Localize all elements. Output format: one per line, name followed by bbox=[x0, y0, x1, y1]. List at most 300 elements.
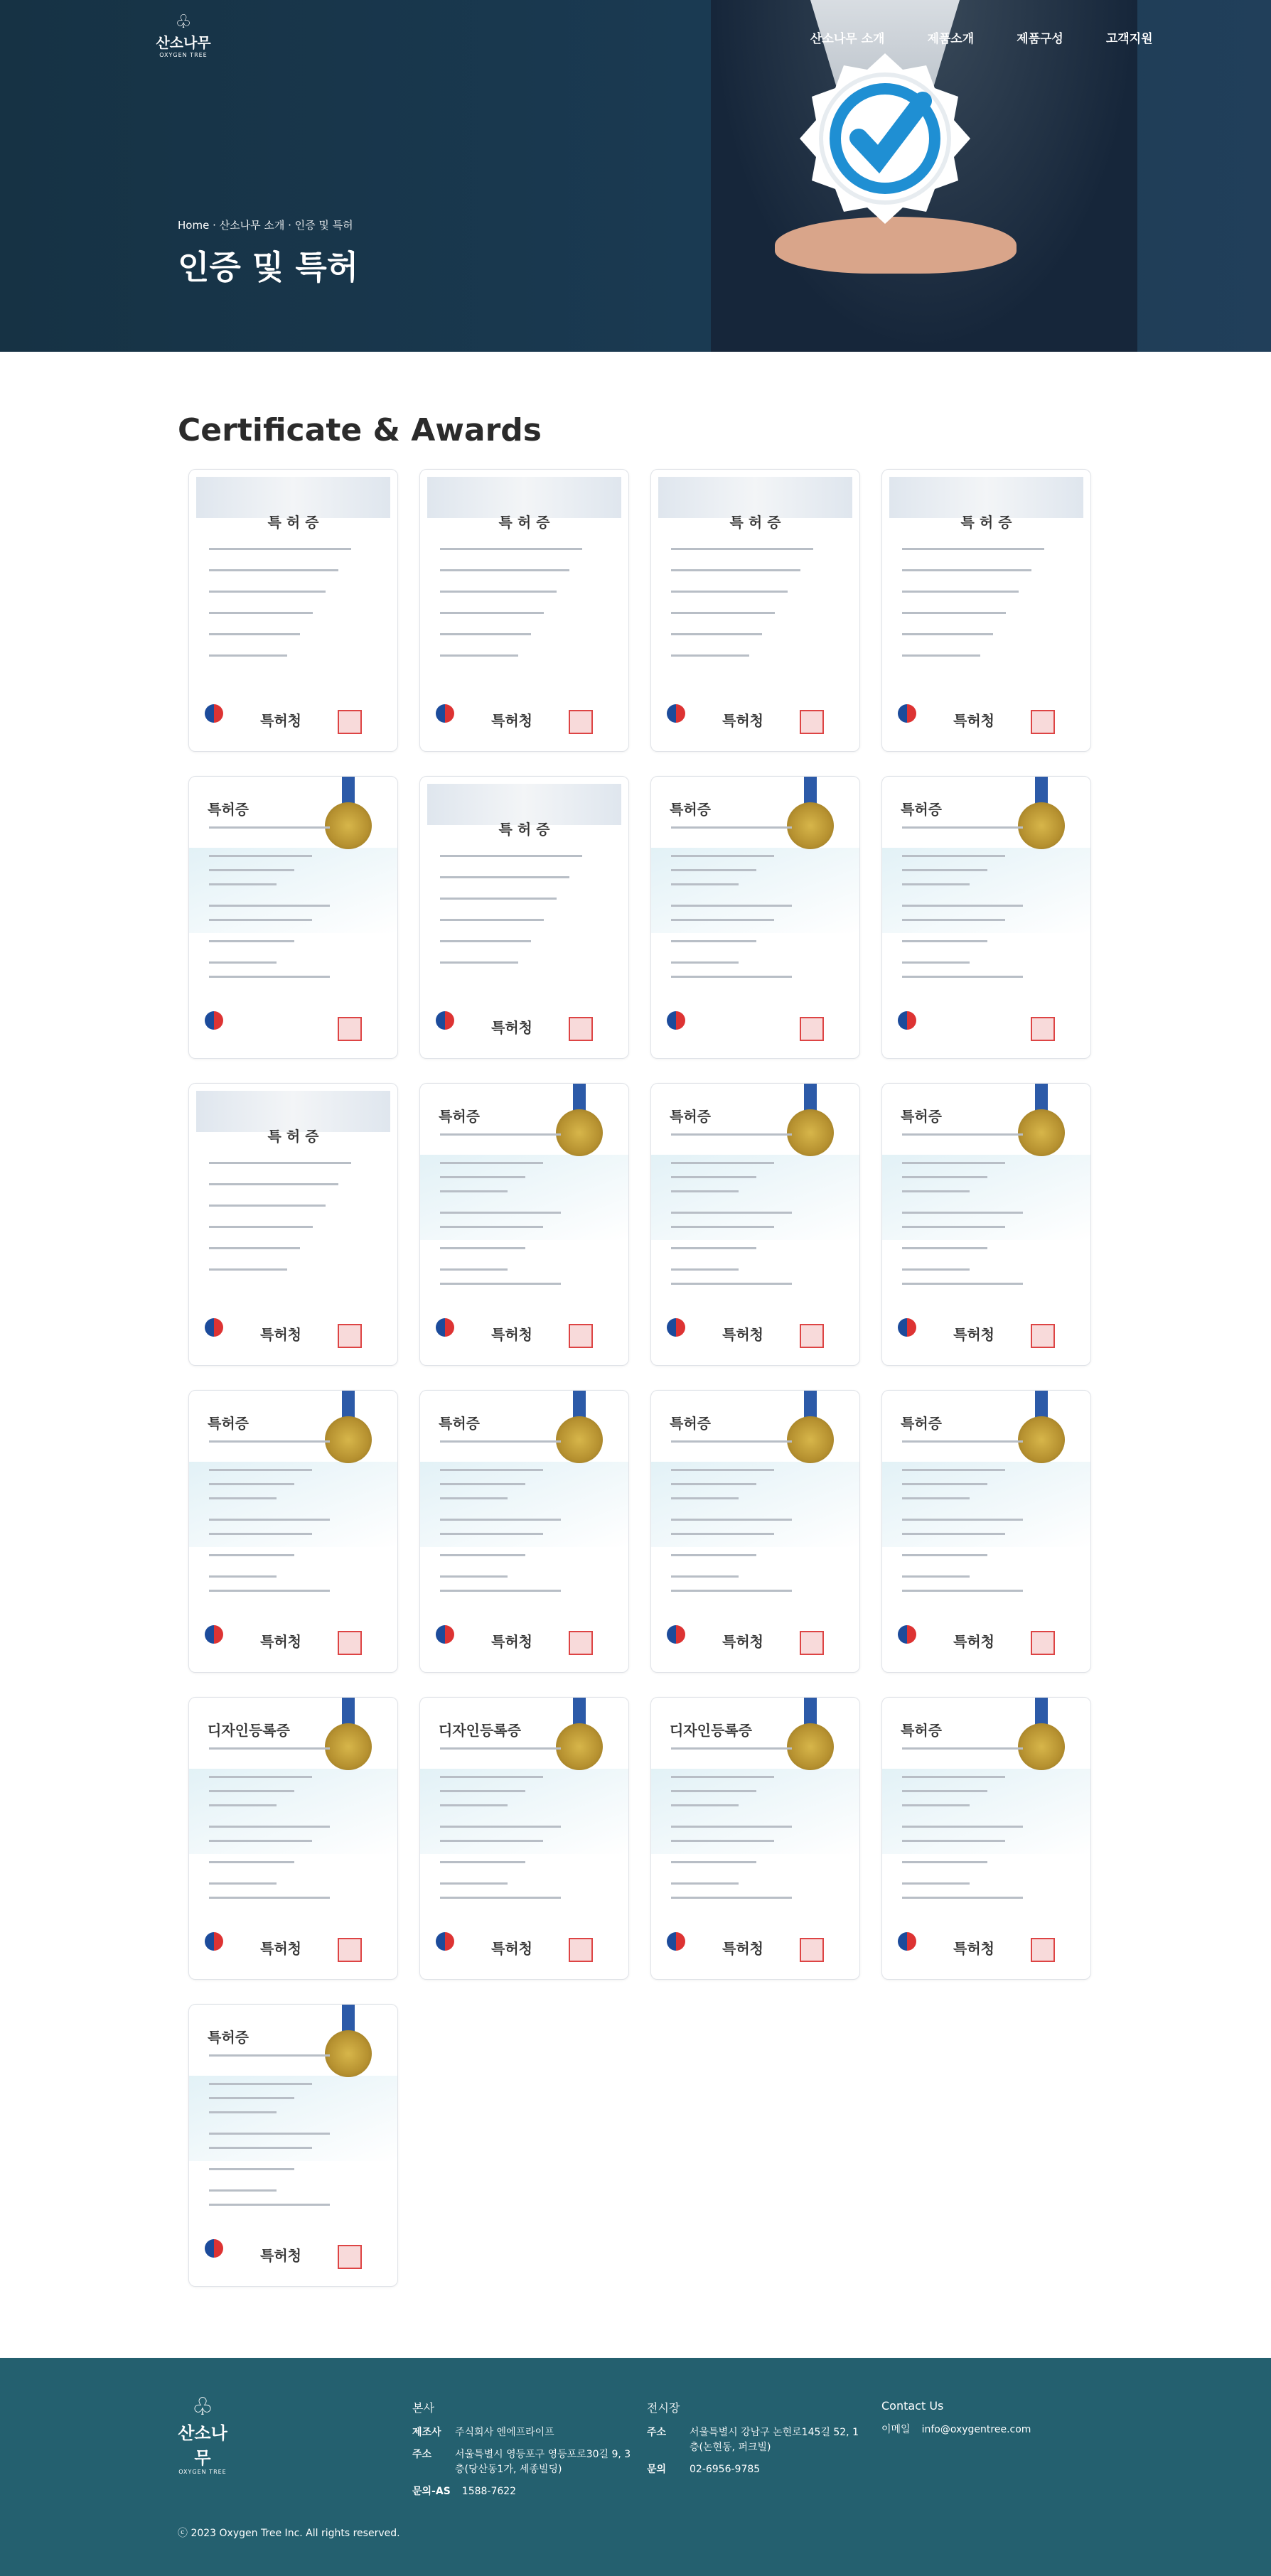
certificate-text-line bbox=[671, 1554, 756, 1556]
certificate-text-line bbox=[209, 569, 338, 571]
certificate-text-line bbox=[902, 1897, 1023, 1899]
main-nav bbox=[810, 28, 1153, 46]
certificate-title: 특허증 bbox=[208, 1415, 249, 1432]
certificate-text-line bbox=[440, 1212, 561, 1214]
emblem-icon bbox=[205, 1011, 223, 1030]
stamp-icon bbox=[800, 1324, 824, 1348]
stamp-icon bbox=[569, 1631, 593, 1655]
emblem-icon bbox=[667, 1625, 685, 1644]
certificate-text-line bbox=[671, 1247, 756, 1249]
certificate-title: 디자인등록증 bbox=[670, 1722, 752, 1739]
stamp-icon bbox=[338, 1017, 362, 1041]
emblem-icon bbox=[667, 1318, 685, 1337]
certificate-text-line bbox=[209, 1247, 300, 1249]
checkmark-badge-icon bbox=[796, 50, 974, 227]
certificate-card[interactable] bbox=[650, 1390, 860, 1673]
emblem-icon bbox=[436, 1625, 454, 1644]
certificate-text-line bbox=[671, 548, 813, 550]
certificate-card[interactable] bbox=[650, 469, 860, 752]
certificate-text-line bbox=[902, 976, 1023, 978]
certificate-card[interactable] bbox=[419, 469, 629, 752]
certificate-text-line bbox=[440, 1897, 561, 1899]
stamp-icon bbox=[338, 1324, 362, 1348]
certificate-signature: 특허청 bbox=[260, 2247, 301, 2264]
footer-row bbox=[881, 2423, 1109, 2437]
certificate-text-line bbox=[902, 1176, 987, 1178]
certificate-signature: 특허청 bbox=[953, 1940, 994, 1957]
certificate-card[interactable] bbox=[881, 776, 1091, 1059]
certificate-text-line bbox=[671, 905, 792, 907]
certificate-text-line bbox=[209, 905, 330, 907]
certificate-text-line bbox=[902, 1790, 987, 1792]
certificate-text-line bbox=[671, 1133, 792, 1136]
certificate-text-line bbox=[902, 1554, 987, 1556]
certificate-grid bbox=[188, 469, 1091, 2287]
certificate-text-line bbox=[209, 1790, 294, 1792]
certificate-text-line bbox=[902, 654, 980, 657]
certificate-text-line bbox=[209, 2168, 294, 2170]
footer-logo[interactable] bbox=[178, 2395, 227, 2475]
certificate-text-line bbox=[209, 1776, 312, 1778]
emblem-icon bbox=[667, 704, 685, 723]
certificate-card[interactable] bbox=[188, 776, 398, 1059]
certificate-text-line bbox=[440, 1162, 543, 1164]
certificate-signature: 특허청 bbox=[953, 1326, 994, 1343]
footer-value: 주식회사 엔에프라이프 bbox=[455, 2427, 554, 2438]
certificate-text-line bbox=[671, 855, 774, 857]
certificate-title: 특 허 증 bbox=[267, 514, 319, 531]
certificate-text-line bbox=[902, 1533, 1005, 1535]
certificate-text-line bbox=[902, 1133, 1023, 1136]
certificate-text-line bbox=[902, 1212, 1023, 1214]
email-link[interactable]: info@oxygentree.com bbox=[921, 2424, 1031, 2435]
certificate-text-line bbox=[671, 826, 792, 829]
certificate-signature: 특허청 bbox=[260, 1940, 301, 1957]
certificate-text-line bbox=[209, 1861, 294, 1863]
certificate-text-line bbox=[902, 905, 1023, 907]
footer-label: 이메일 bbox=[881, 2424, 911, 2435]
logo-text: 산소나무 bbox=[156, 34, 211, 51]
certificate-text-line bbox=[671, 919, 774, 921]
stamp-icon bbox=[800, 710, 824, 734]
certificate-card[interactable] bbox=[188, 1390, 398, 1673]
certificate-text-line bbox=[902, 1840, 1005, 1842]
certificate-text-line bbox=[671, 633, 762, 635]
certificate-title: 특허증 bbox=[901, 1415, 942, 1432]
certificate-card[interactable] bbox=[188, 1083, 398, 1366]
footer-label: 문의-AS bbox=[412, 2486, 451, 2497]
certificate-text-line bbox=[671, 1226, 774, 1228]
footer-row bbox=[412, 2447, 633, 2477]
certificate-text-line bbox=[209, 855, 312, 857]
certificate-signature: 특허청 bbox=[722, 712, 763, 729]
certificate-text-line bbox=[902, 612, 1006, 614]
footer-row bbox=[412, 2425, 633, 2440]
certificate-text-line bbox=[671, 1897, 792, 1899]
certificate-text-line bbox=[209, 869, 294, 871]
emblem-icon bbox=[205, 1625, 223, 1644]
emblem-icon bbox=[898, 1318, 916, 1337]
stamp-icon bbox=[569, 1324, 593, 1348]
stamp-icon bbox=[800, 1017, 824, 1041]
certificate-card[interactable] bbox=[419, 1083, 629, 1366]
stamp-icon bbox=[800, 1938, 824, 1962]
stamp-icon bbox=[800, 1631, 824, 1655]
certificate-text-line bbox=[671, 1861, 756, 1863]
certificate-signature: 특허청 bbox=[722, 1633, 763, 1650]
certificate-signature: 특허청 bbox=[491, 1019, 532, 1036]
nav-products[interactable]: 제품소개 bbox=[927, 32, 975, 46]
certificate-text-line bbox=[902, 1247, 987, 1249]
page-title: 인증 및 특허 bbox=[178, 248, 359, 286]
certificate-text-line bbox=[902, 1483, 987, 1485]
certificate-text-line bbox=[440, 855, 582, 857]
certificate-text-line bbox=[671, 1776, 774, 1778]
certificate-title: 특허증 bbox=[670, 1415, 711, 1432]
certificate-card[interactable] bbox=[188, 1697, 398, 1980]
stamp-icon bbox=[569, 1017, 593, 1041]
stamp-icon bbox=[569, 1938, 593, 1962]
certificate-text-line bbox=[440, 1790, 525, 1792]
certificate-card[interactable] bbox=[881, 1390, 1091, 1673]
certificate-text-line bbox=[902, 1440, 1023, 1443]
stamp-icon bbox=[1031, 1324, 1055, 1348]
certificate-text-line bbox=[440, 1882, 508, 1885]
stamp-icon bbox=[338, 710, 362, 734]
certificate-text-line bbox=[671, 1790, 756, 1792]
stamp-icon bbox=[1031, 1938, 1055, 1962]
certificate-text-line bbox=[902, 1882, 970, 1885]
footer-contact-heading: Contact Us bbox=[881, 2399, 944, 2413]
certificate-card[interactable] bbox=[881, 1697, 1091, 1980]
certificate-card[interactable] bbox=[419, 1390, 629, 1673]
certificate-title: 특허증 bbox=[901, 801, 942, 818]
copyright: ⓒ 2023 Oxygen Tree Inc. All rights reserved. bbox=[178, 2528, 400, 2539]
certificate-text-line bbox=[209, 633, 300, 635]
nav-support[interactable]: 고객지원 bbox=[1105, 32, 1153, 46]
certificate-title: 특허증 bbox=[208, 2029, 249, 2046]
emblem-icon bbox=[667, 1011, 685, 1030]
certificate-text-line bbox=[902, 1747, 1023, 1750]
certificate-text-line bbox=[671, 1575, 739, 1578]
certificate-card[interactable] bbox=[881, 469, 1091, 752]
certificate-text-line bbox=[902, 1575, 970, 1578]
certificate-text-line bbox=[209, 1554, 294, 1556]
certificate-text-line bbox=[902, 1861, 987, 1863]
certificate-text-line bbox=[671, 1190, 739, 1192]
certificate-text-line bbox=[440, 1440, 561, 1443]
certificate-text-line bbox=[671, 1840, 774, 1842]
certificate-text-line bbox=[671, 1469, 774, 1471]
footer-value: 서울특별시 영등포구 영등포로30길 9, 3층(당산동1가, 세종빌딩) bbox=[455, 2449, 631, 2475]
footer-logo-text: 산소나무 bbox=[178, 2423, 227, 2468]
certificate-text-line bbox=[209, 919, 312, 921]
certificate-text-line bbox=[440, 633, 531, 635]
certificate-text-line bbox=[440, 1861, 525, 1863]
certificate-text-line bbox=[209, 2204, 330, 2206]
certificate-text-line bbox=[902, 869, 987, 871]
certificate-text-line bbox=[902, 1283, 1023, 1285]
emblem-icon bbox=[205, 1318, 223, 1337]
certificate-title: 특 허 증 bbox=[498, 821, 550, 838]
emblem-icon bbox=[436, 704, 454, 723]
logo-subtext: OXYGEN TREE bbox=[159, 52, 208, 58]
footer-row bbox=[647, 2462, 867, 2477]
footer-logo-subtext: OXYGEN TREE bbox=[178, 2469, 227, 2475]
certificate-text-line bbox=[671, 940, 756, 942]
certificate-text-line bbox=[209, 1747, 330, 1750]
certificate-text-line bbox=[440, 1826, 561, 1828]
certificate-signature: 특허청 bbox=[260, 712, 301, 729]
certificate-text-line bbox=[440, 1483, 525, 1485]
emblem-icon bbox=[898, 1625, 916, 1644]
certificate-text-line bbox=[209, 2189, 277, 2192]
emblem-icon bbox=[898, 704, 916, 723]
certificate-text-line bbox=[902, 1190, 970, 1192]
certificate-signature: 특허청 bbox=[260, 1326, 301, 1343]
certificate-text-line bbox=[902, 940, 987, 942]
certificate-text-line bbox=[671, 1804, 739, 1806]
certificate-text-line bbox=[440, 1804, 508, 1806]
certificate-text-line bbox=[902, 961, 970, 964]
certificate-text-line bbox=[209, 1882, 277, 1885]
tree-icon: ♧ bbox=[191, 2393, 214, 2421]
certificate-text-line bbox=[902, 826, 1023, 829]
emblem-icon bbox=[205, 2239, 223, 2258]
certificate-text-line bbox=[209, 1440, 330, 1443]
certificate-text-line bbox=[671, 1212, 792, 1214]
certificate-text-line bbox=[902, 1804, 970, 1806]
certificate-text-line bbox=[902, 855, 1005, 857]
certificate-text-line bbox=[209, 2111, 277, 2113]
certificate-text-line bbox=[671, 1283, 792, 1285]
certificate-text-line bbox=[440, 1497, 508, 1499]
footer-contact bbox=[881, 2399, 1109, 2445]
footer-label: 문의 bbox=[647, 2464, 667, 2475]
certificate-text-line bbox=[440, 1554, 525, 1556]
footer bbox=[0, 2358, 1271, 2576]
certificate-text-line bbox=[440, 1469, 543, 1471]
nav-composition[interactable]: 제품구성 bbox=[1017, 32, 1063, 46]
footer-showroom-heading: 전시장 bbox=[647, 2401, 680, 2415]
certificate-text-line bbox=[671, 869, 756, 871]
stamp-icon bbox=[1031, 710, 1055, 734]
footer-hq bbox=[412, 2399, 633, 2506]
certificate-text-line bbox=[209, 1897, 330, 1899]
section-title: Certificate & Awards bbox=[178, 412, 542, 448]
certificate-text-line bbox=[440, 898, 557, 900]
certificate-title: 특 허 증 bbox=[960, 514, 1012, 531]
certificate-text-line bbox=[209, 2133, 330, 2135]
certificate-text-line bbox=[440, 569, 569, 571]
stamp-icon bbox=[338, 1938, 362, 1962]
certificate-text-line bbox=[209, 654, 287, 657]
certificate-text-line bbox=[209, 1469, 312, 1471]
certificate-text-line bbox=[440, 548, 582, 550]
certificate-text-line bbox=[671, 1533, 774, 1535]
stamp-icon bbox=[569, 710, 593, 734]
certificate-text-line bbox=[671, 1519, 792, 1521]
certificate-text-line bbox=[671, 1440, 792, 1443]
footer-showroom bbox=[647, 2399, 867, 2484]
certificate-text-line bbox=[902, 1162, 1005, 1164]
certificate-card[interactable] bbox=[419, 1697, 629, 1980]
certificate-text-line bbox=[209, 826, 330, 829]
certificate-text-line bbox=[671, 654, 749, 657]
certificate-text-line bbox=[209, 1183, 338, 1185]
footer-label: 주소 bbox=[412, 2449, 432, 2460]
certificate-text-line bbox=[902, 1469, 1005, 1471]
footer-value[interactable]: 02-6956-9785 bbox=[690, 2464, 761, 2475]
certificate-text-line bbox=[209, 1575, 277, 1578]
certificate-signature: 특허청 bbox=[722, 1940, 763, 1957]
certificate-text-line bbox=[440, 1226, 543, 1228]
certificate-text-line bbox=[209, 548, 351, 550]
certificate-text-line bbox=[902, 633, 993, 635]
certificate-card[interactable] bbox=[188, 2004, 398, 2287]
certificate-text-line bbox=[440, 654, 518, 657]
certificate-text-line bbox=[902, 1826, 1023, 1828]
certificate-signature: 특허청 bbox=[953, 1633, 994, 1650]
certificate-text-line bbox=[671, 1497, 739, 1499]
certificate-text-line bbox=[440, 1268, 508, 1271]
certificate-title: 디자인등록증 bbox=[208, 1722, 290, 1739]
certificate-signature: 특허청 bbox=[491, 1633, 532, 1650]
certificate-text-line bbox=[209, 1840, 312, 1842]
stamp-icon bbox=[338, 1631, 362, 1655]
certificate-text-line bbox=[671, 1162, 774, 1164]
certificate-text-line bbox=[902, 1497, 970, 1499]
certificate-text-line bbox=[902, 548, 1044, 550]
certificate-signature: 특허청 bbox=[491, 1940, 532, 1957]
nav-about[interactable]: 산소나무 소개 bbox=[810, 32, 885, 46]
certificate-signature: 특허청 bbox=[953, 712, 994, 729]
certificate-text-line bbox=[671, 1590, 792, 1592]
certificate-text-line bbox=[209, 2083, 312, 2085]
certificate-text-line bbox=[209, 1533, 312, 1535]
certificate-text-line bbox=[209, 976, 330, 978]
certificate-text-line bbox=[902, 591, 1019, 593]
hero-banner bbox=[0, 0, 1271, 352]
certificate-text-line bbox=[671, 1882, 739, 1885]
certificate-signature: 특허청 bbox=[491, 1326, 532, 1343]
certificate-title: 특허증 bbox=[439, 1108, 480, 1125]
certificate-card[interactable] bbox=[650, 1083, 860, 1366]
certificate-text-line bbox=[209, 1590, 330, 1592]
certificate-card[interactable] bbox=[881, 1083, 1091, 1366]
certificate-text-line bbox=[209, 1162, 351, 1164]
certificate-text-line bbox=[902, 1268, 970, 1271]
emblem-icon bbox=[436, 1318, 454, 1337]
certificate-text-line bbox=[902, 1226, 1005, 1228]
certificate-text-line bbox=[902, 883, 970, 885]
certificate-text-line bbox=[209, 940, 294, 942]
certificate-text-line bbox=[671, 883, 739, 885]
certificate-text-line bbox=[209, 961, 277, 964]
certificate-card[interactable] bbox=[419, 776, 629, 1059]
certificate-text-line bbox=[209, 591, 326, 593]
footer-value[interactable]: 1588-7622 bbox=[461, 2486, 517, 2497]
certificate-text-line bbox=[440, 1575, 508, 1578]
certificate-text-line bbox=[440, 1190, 508, 1192]
footer-hq-heading: 본사 bbox=[412, 2401, 434, 2415]
certificate-text-line bbox=[671, 1268, 739, 1271]
certificate-text-line bbox=[440, 1247, 525, 1249]
certificate-text-line bbox=[671, 961, 739, 964]
certificate-text-line bbox=[671, 976, 792, 978]
footer-row bbox=[647, 2425, 867, 2455]
emblem-icon bbox=[898, 1932, 916, 1951]
certificate-card[interactable] bbox=[650, 776, 860, 1059]
stamp-icon bbox=[1031, 1017, 1055, 1041]
footer-row bbox=[412, 2484, 633, 2499]
site-logo[interactable] bbox=[155, 13, 212, 58]
certificate-title: 특 허 증 bbox=[267, 1128, 319, 1145]
footer-value: 서울특별시 강남구 논현로145길 52, 1층(논현동, 퍼크빌) bbox=[690, 2427, 859, 2453]
emblem-icon bbox=[898, 1011, 916, 1030]
certificate-text-line bbox=[902, 1776, 1005, 1778]
certificate-text-line bbox=[209, 1483, 294, 1485]
certificate-text-line bbox=[902, 1519, 1023, 1521]
certificate-text-line bbox=[440, 1176, 525, 1178]
certificate-card[interactable] bbox=[650, 1697, 860, 1980]
emblem-icon bbox=[667, 1932, 685, 1951]
certificate-title: 특허증 bbox=[208, 801, 249, 818]
certificate-title: 특허증 bbox=[439, 1415, 480, 1432]
certificate-text-line bbox=[440, 919, 544, 921]
certificate-title: 특허증 bbox=[901, 1108, 942, 1125]
emblem-icon bbox=[205, 704, 223, 723]
certificate-text-line bbox=[209, 2097, 294, 2099]
certificate-title: 특허증 bbox=[670, 1108, 711, 1125]
certificate-title: 디자인등록증 bbox=[439, 1722, 521, 1739]
certificate-text-line bbox=[671, 1747, 792, 1750]
certificate-text-line bbox=[671, 1176, 756, 1178]
certificate-text-line bbox=[440, 1519, 561, 1521]
certificate-text-line bbox=[440, 1590, 561, 1592]
certificate-text-line bbox=[671, 569, 800, 571]
certificate-text-line bbox=[209, 1804, 277, 1806]
certificate-text-line bbox=[671, 612, 775, 614]
certificate-text-line bbox=[671, 1826, 792, 1828]
certificate-signature: 특허청 bbox=[260, 1633, 301, 1650]
certificate-text-line bbox=[440, 1133, 561, 1136]
certificate-text-line bbox=[209, 1205, 326, 1207]
certificate-text-line bbox=[902, 1590, 1023, 1592]
emblem-icon bbox=[436, 1932, 454, 1951]
emblem-icon bbox=[436, 1011, 454, 1030]
certificate-text-line bbox=[209, 2147, 312, 2149]
certificate-text-line bbox=[902, 569, 1031, 571]
certificate-card[interactable] bbox=[188, 469, 398, 752]
footer-label: 주소 bbox=[647, 2427, 667, 2438]
certificate-text-line bbox=[209, 1268, 287, 1271]
certificate-text-line bbox=[209, 2054, 330, 2057]
certificate-text-line bbox=[209, 612, 313, 614]
certificate-text-line bbox=[440, 591, 557, 593]
certificate-title: 특 허 증 bbox=[729, 514, 781, 531]
certificate-text-line bbox=[209, 883, 277, 885]
certificate-title: 특허증 bbox=[901, 1722, 942, 1739]
certificate-text-line bbox=[440, 1776, 543, 1778]
certificate-signature: 특허청 bbox=[491, 712, 532, 729]
certificate-text-line bbox=[209, 1826, 330, 1828]
certificate-text-line bbox=[902, 919, 1005, 921]
footer-label: 제조사 bbox=[412, 2427, 441, 2438]
certificate-title: 특허증 bbox=[670, 801, 711, 818]
certificate-text-line bbox=[209, 1519, 330, 1521]
certificate-text-line bbox=[440, 1840, 543, 1842]
